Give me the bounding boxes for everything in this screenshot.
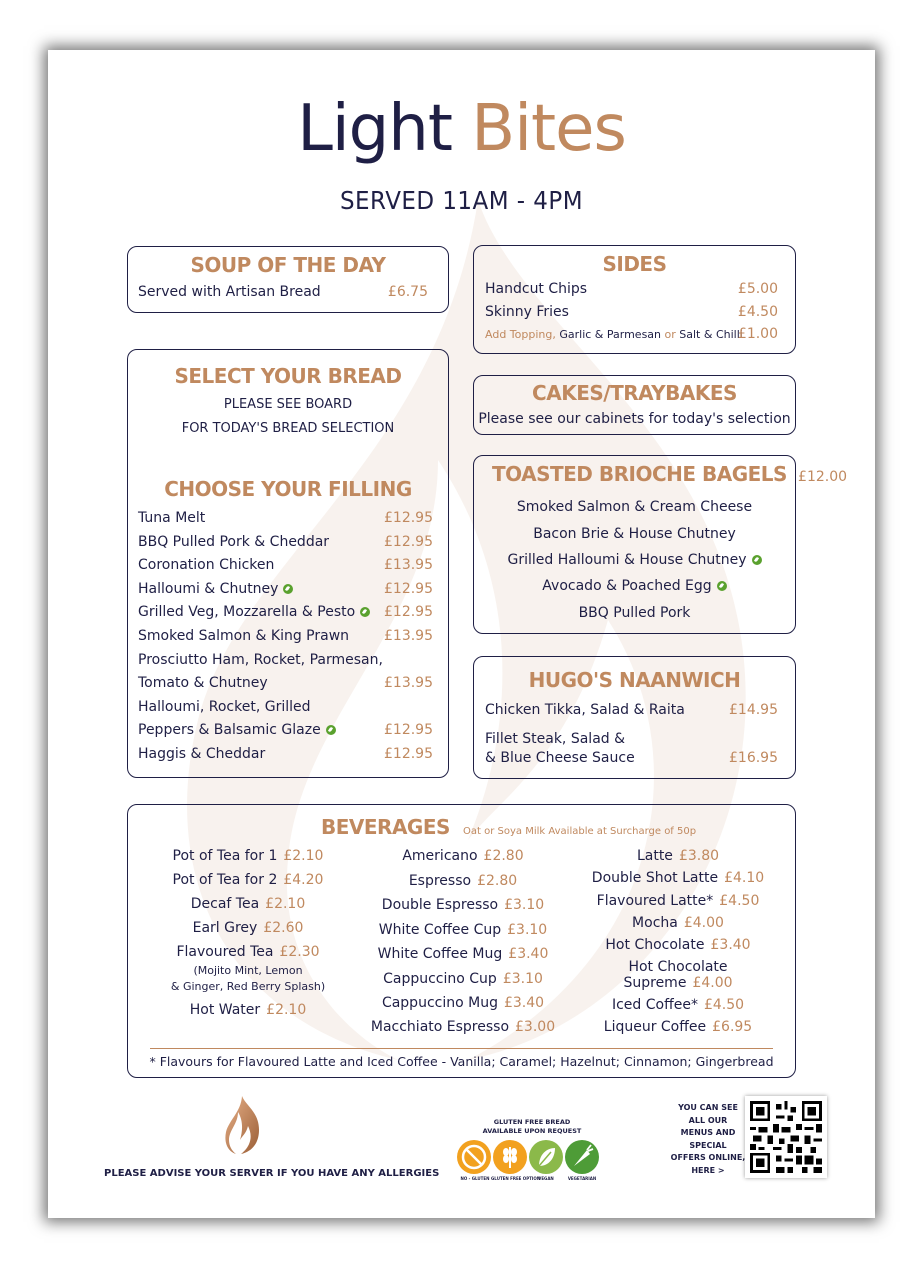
title-bites: Bites	[471, 92, 626, 166]
gluten-free-line-1: GLUTEN FREE BREAD	[493, 1118, 571, 1126]
beverages-note: Oat or Soya Milk Available at Surcharge of 50p	[463, 826, 697, 837]
beverage-item	[358, 897, 568, 913]
beverage-price: £3.80	[678, 848, 720, 864]
beverage-price: £2.80	[477, 873, 518, 889]
qr-code-icon	[750, 1101, 822, 1173]
beverages-heading: BEVERAGES	[321, 815, 450, 839]
naanwich-heading: HUGO'S NAANWICH	[528, 668, 741, 692]
badge-label: VEGAN	[538, 1176, 554, 1181]
beverage-name: Cappuccino Mug	[381, 995, 498, 1011]
beverage-item	[358, 848, 568, 864]
beverage-item	[578, 1019, 778, 1035]
filling-price: £12.95	[384, 604, 433, 620]
topping-price: £1.00	[737, 326, 778, 342]
topping-or: or	[664, 328, 676, 341]
beverage-price: £4.00	[692, 975, 733, 991]
soup-item: Served with Artisan Bread	[138, 284, 321, 300]
filling-price: £13.95	[384, 628, 433, 644]
filling-item: Smoked Salmon & King Prawn	[138, 628, 350, 644]
beverages-divider	[150, 1048, 773, 1049]
filling-price: £13.95	[384, 557, 433, 573]
filling-price: £12.95	[384, 581, 433, 597]
filling-price: £12.95	[384, 510, 433, 526]
beverage-item	[578, 915, 778, 931]
topping-b: Salt & Chilli	[679, 328, 743, 341]
beverage-price: £2.10	[265, 896, 306, 912]
beverage-item	[148, 848, 348, 864]
beverage-name: Americano	[402, 848, 478, 864]
filling-item: Tomato & Chutney	[138, 675, 268, 691]
side-price: £5.00	[737, 281, 778, 297]
bagels-price: £12.00	[798, 469, 848, 485]
vegetarian-badge-icon	[565, 1140, 599, 1174]
beverage-name: Pot of Tea for 2	[172, 872, 278, 888]
beverage-name: Flavoured Tea	[176, 944, 274, 960]
qr-caption-line: OFFERS ONLINE,	[670, 1153, 746, 1162]
soup-heading: SOUP OF THE DAY	[190, 253, 386, 277]
vegetarian-leaf-icon	[326, 725, 336, 735]
beverage-name: Earl Grey	[192, 920, 258, 936]
beverages-header	[321, 815, 696, 839]
beverages-box	[127, 804, 796, 1078]
qr-caption-line: HERE >	[691, 1165, 725, 1175]
beverage-price: £3.10	[507, 922, 548, 938]
beverage-name: Iced Coffee*	[611, 997, 698, 1013]
qr-caption-line: SPECIAL	[689, 1140, 727, 1150]
beverage-price: £2.60	[263, 920, 304, 936]
filling-item: Tuna Melt	[138, 510, 206, 526]
beverage-name: Latte	[636, 848, 673, 864]
filling-item: Haggis & Cheddar	[138, 746, 266, 762]
beverages-footnote: * Flavours for Flavoured Latte and Iced Coffee - Vanilla; Caramel; Hazelnut; Cinnamon; Gingerbread	[149, 1054, 774, 1069]
allergy-notice: PLEASE ADVISE YOUR SERVER IF YOU HAVE ANY ALLERGIES	[104, 1168, 440, 1179]
cakes-box	[473, 375, 796, 435]
topping-label: Add Topping,	[485, 328, 556, 341]
cakes-text: Please see our cabinets for today's selection	[478, 411, 791, 427]
beverage-name: White Coffee Mug	[377, 946, 503, 962]
filling-name: Peppers & Balsamic Glaze	[138, 722, 321, 738]
bagel-item: Bacon Brie & House Chutney	[533, 526, 736, 542]
qr-caption-line: MENUS AND	[680, 1128, 736, 1137]
beverage-item	[578, 975, 778, 991]
beverage-price: £3.40	[508, 946, 549, 962]
bread-line-2: FOR TODAY'S BREAD SELECTION	[181, 421, 395, 436]
beverage-item	[578, 997, 778, 1013]
beverage-name: Mocha	[632, 915, 678, 931]
beverage-price: £4.10	[724, 870, 765, 886]
bagel-item-vegetarian	[474, 552, 795, 568]
beverage-item	[148, 896, 348, 912]
soup-price: £6.75	[387, 284, 428, 300]
beverage-item	[358, 873, 568, 889]
filling-item: Halloumi, Rocket, Grilled	[138, 699, 311, 715]
filling-price: £12.95	[384, 746, 433, 762]
qr-caption	[668, 1102, 748, 1177]
naanwich-item: Chicken Tikka, Salad & Raita	[485, 702, 685, 718]
beverage-price: £4.50	[719, 893, 760, 909]
side-item: Handcut Chips	[485, 281, 588, 297]
naanwich-item: & Blue Cheese Sauce	[485, 750, 635, 766]
filling-item-vegetarian	[138, 604, 370, 620]
beverage-price: £4.00	[683, 915, 724, 931]
bagels-heading: TOASTED BRIOCHE BAGELS	[492, 462, 787, 486]
bagel-name: Avocado & Poached Egg	[542, 578, 712, 594]
beverage-price: £3.40	[503, 995, 545, 1011]
filling-item: Prosciutto Ham, Rocket, Parmesan,	[138, 652, 383, 668]
filling-item-vegetarian	[138, 581, 293, 597]
badge-label: NO - GLUTEN	[460, 1176, 490, 1181]
filling-price: £12.95	[384, 534, 433, 550]
filling-name: Halloumi & Chutney	[138, 581, 279, 597]
beverage-price: £2.10	[266, 1002, 307, 1018]
bagel-item: Smoked Salmon & Cream Cheese	[516, 499, 753, 515]
page-title	[48, 92, 875, 166]
vegan-badge-icon	[529, 1140, 563, 1174]
qr-caption-line: ALL OUR	[688, 1115, 728, 1125]
qr-caption-line: YOU CAN SEE	[678, 1103, 738, 1112]
filling-item-vegetarian	[138, 722, 336, 738]
beverage-item	[358, 995, 568, 1011]
beverage-name: Cappuccino Cup	[383, 971, 497, 987]
beverage-name: Double Espresso	[381, 897, 499, 913]
naanwich-item: Fillet Steak, Salad &	[485, 731, 626, 747]
beverage-name: White Coffee Cup	[378, 922, 502, 938]
gluten-free-line-2: AVAILABLE UPON REQUEST	[482, 1127, 582, 1135]
bagel-item: BBQ Pulled Pork	[578, 605, 691, 621]
beverage-item	[148, 1002, 348, 1018]
beverage-name: Supreme	[623, 975, 687, 991]
serving-hours: SERVED 11AM - 4PM	[339, 186, 584, 215]
topping-a: Garlic & Parmesan	[559, 328, 662, 341]
badge-label: GLUTEN FREE OPTION	[491, 1176, 541, 1181]
bagel-item-vegetarian	[474, 578, 795, 594]
title-light: Light	[297, 92, 452, 166]
beverage-price: £3.00	[515, 1019, 556, 1035]
filling-price: £12.95	[384, 722, 433, 738]
beverage-item	[358, 922, 568, 938]
sides-heading: SIDES	[602, 252, 667, 276]
gluten-free-option-badge-icon	[493, 1140, 527, 1174]
bagels-box	[473, 455, 848, 634]
flavoured-tea-note: (Mojito Mint, Lemon	[193, 964, 303, 977]
beverage-price: £2.80	[483, 848, 524, 864]
beverage-item	[358, 1019, 568, 1035]
beverage-item	[148, 944, 348, 960]
bagel-name: Grilled Halloumi & House Chutney	[507, 552, 747, 568]
beverage-item	[578, 870, 778, 886]
beverage-name: Flavoured Latte*	[596, 893, 714, 909]
vegetarian-leaf-icon	[717, 581, 727, 591]
naanwich-price: £16.95	[729, 750, 778, 766]
beverage-name: Decaf Tea	[190, 896, 260, 912]
beverage-price: £2.30	[279, 944, 320, 960]
beverage-item	[578, 959, 778, 975]
bread-line-1: PLEASE SEE BOARD	[223, 397, 353, 412]
bagels-header	[492, 462, 847, 486]
filling-price: £13.95	[384, 675, 433, 691]
beverage-item	[358, 971, 568, 987]
beverage-name: Hot Chocolate	[628, 959, 728, 975]
soup-box	[127, 246, 449, 313]
bread-heading: SELECT YOUR BREAD	[174, 364, 402, 388]
beverage-name: Liqueur Coffee	[603, 1019, 707, 1035]
bread-box	[127, 349, 449, 778]
beverage-item	[578, 893, 778, 909]
menu-sheet	[48, 50, 875, 1218]
beverage-name: Pot of Tea for 1	[172, 848, 278, 864]
badge-label: VEGETARIAN	[567, 1176, 597, 1181]
beverage-price: £4.20	[283, 872, 324, 888]
beverage-item	[578, 937, 778, 953]
no-gluten-badge-icon	[457, 1140, 491, 1174]
beverage-price: £4.50	[703, 997, 745, 1013]
filling-item: BBQ Pulled Pork & Cheddar	[138, 534, 330, 550]
vegetarian-leaf-icon	[360, 607, 370, 617]
side-item: Skinny Fries	[485, 304, 569, 320]
beverage-name: Espresso	[408, 873, 472, 889]
beverage-price: £2.10	[283, 848, 324, 864]
naanwich-price: £14.95	[729, 702, 778, 718]
beverage-name: Hot Chocolate	[605, 937, 705, 953]
filling-heading: CHOOSE YOUR FILLING	[164, 477, 412, 501]
qr-code[interactable]	[745, 1096, 827, 1178]
beverage-price: £3.40	[710, 937, 751, 953]
beverage-price: £3.10	[502, 971, 543, 987]
beverage-name: Hot Water	[189, 1002, 261, 1018]
flame-logo-icon	[221, 1096, 263, 1154]
flavoured-tea-note: & Ginger, Red Berry Splash)	[170, 980, 326, 993]
beverage-price: £6.95	[712, 1019, 753, 1035]
beverage-name: Macchiato Espresso	[370, 1019, 510, 1035]
sides-box	[473, 245, 796, 354]
beverage-name: Double Shot Latte	[591, 870, 719, 886]
beverage-item	[148, 920, 348, 936]
topping-line	[485, 328, 743, 341]
side-price: £4.50	[737, 304, 778, 320]
cakes-heading: CAKES/TRAYBAKES	[532, 381, 737, 405]
vegetarian-leaf-icon	[283, 584, 293, 594]
beverage-item	[358, 946, 568, 962]
beverage-item	[148, 872, 348, 888]
filling-item: Coronation Chicken	[138, 557, 275, 573]
beverage-price: £3.10	[504, 897, 545, 913]
naanwich-box	[473, 656, 796, 779]
filling-name: Grilled Veg, Mozzarella & Pesto	[138, 604, 356, 620]
beverage-item	[578, 848, 778, 864]
vegetarian-leaf-icon	[752, 555, 762, 565]
